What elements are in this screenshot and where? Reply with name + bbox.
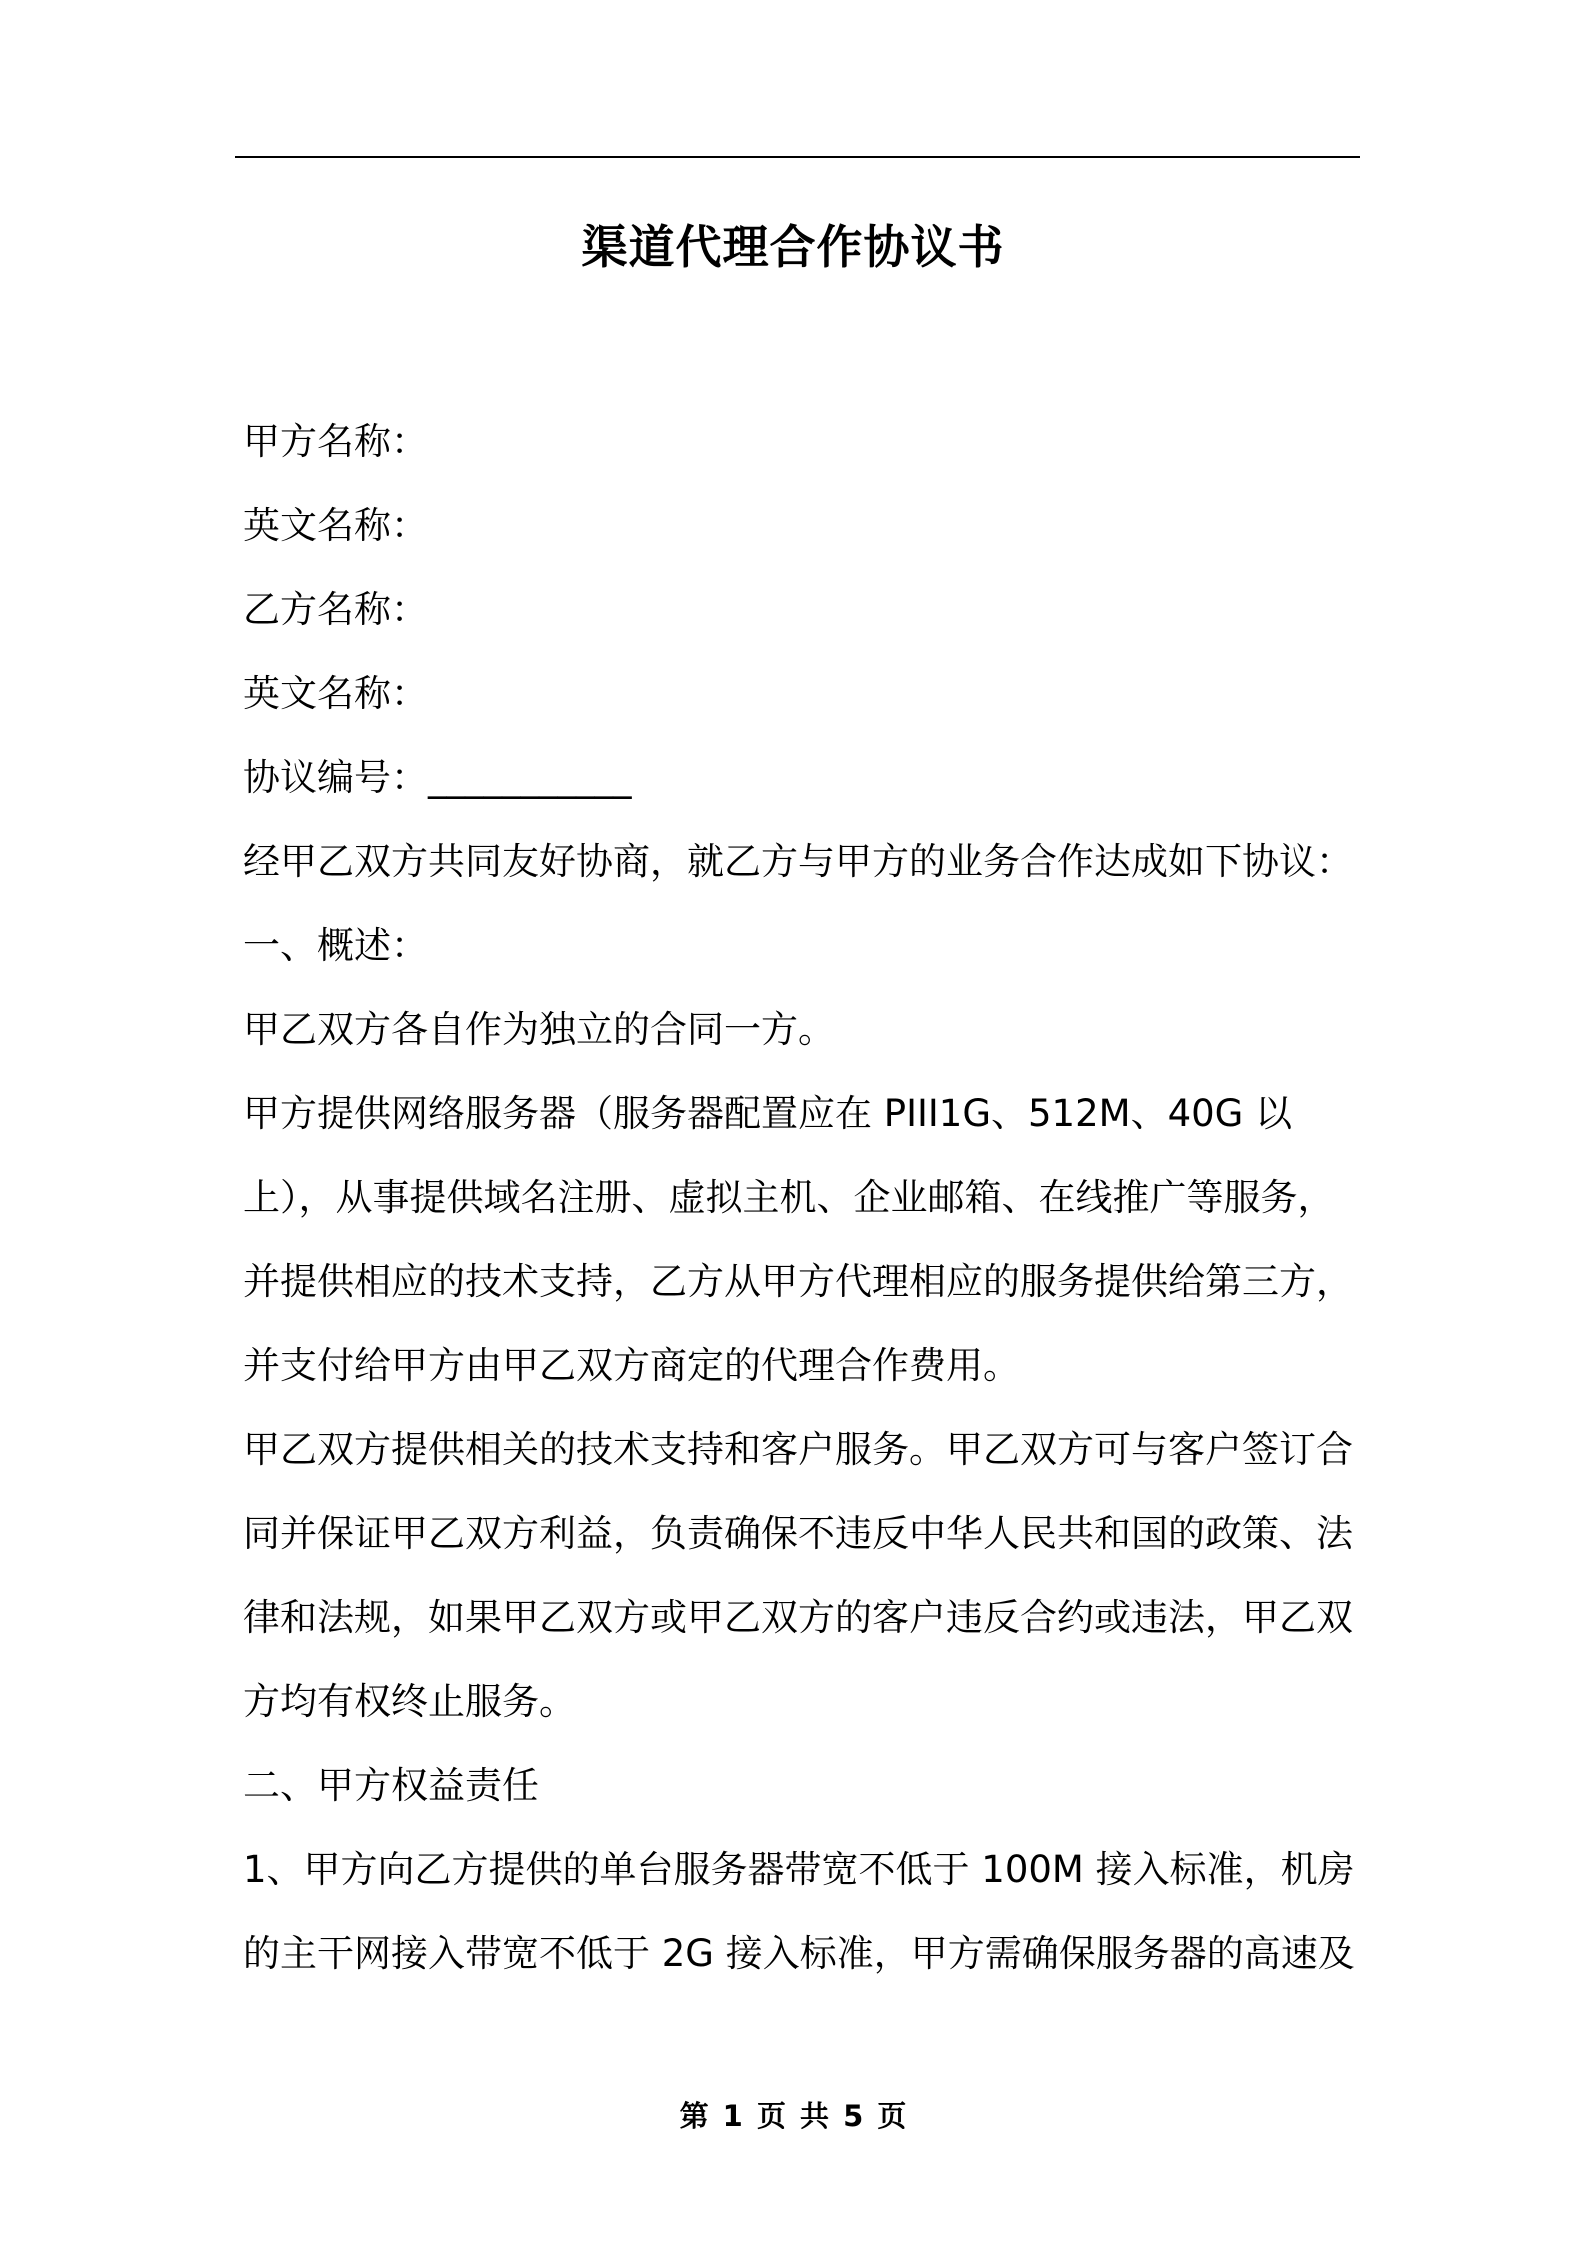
field-party-b-english-name: 英文名称： — [243, 672, 428, 715]
document-body — [243, 400, 1360, 1996]
intro-paragraph: 经甲乙双方共同友好协商，就乙方与甲方的业务合作达成如下协议： — [243, 840, 1353, 883]
section-2-heading: 二、甲方权益责任 — [243, 1764, 539, 1807]
field-party-a-name: 甲方名称： — [243, 420, 428, 463]
header-rule — [235, 156, 1360, 158]
section-2-paragraph-1: 1、甲方向乙方提供的单台服务器带宽不低于 100M 接入标准，机房的主干网接入带宽不低于 2G 接入标准，甲方需确保服务器的高速及 — [243, 1848, 1355, 1975]
section-1-heading: 一、概述： — [243, 924, 428, 967]
field-agreement-number: 协议编号：___________ — [243, 756, 632, 799]
page-number-footer: 第 1 页 共 5 页 — [679, 2099, 907, 2133]
section-1-paragraph-2: 甲方提供网络服务器（服务器配置应在 PIII1G、512M、40G 以上），从事提供域名注册、虚拟主机、企业邮箱、在线推广等服务，并提供相应的技术支持，乙方从甲方代理相应的服务提供给第三方，并支付给甲方由甲乙双方商定的代理合作费用。 — [243, 1092, 1353, 1387]
field-party-b-name: 乙方名称： — [243, 588, 428, 631]
section-1-paragraph-3: 甲乙双方提供相关的技术支持和客户服务。甲乙双方可与客户签订合同并保证甲乙双方利益，负责确保不违反中华人民共和国的政策、法律和法规，如果甲乙双方或甲乙双方的客户违反合约或违法，甲乙双方均有权终止服务。 — [243, 1428, 1353, 1723]
field-party-a-english-name: 英文名称： — [243, 504, 428, 547]
document-title: 渠道代理合作协议书 — [581, 220, 1005, 274]
section-1-paragraph-1: 甲乙双方各自作为独立的合同一方。 — [243, 1008, 835, 1051]
